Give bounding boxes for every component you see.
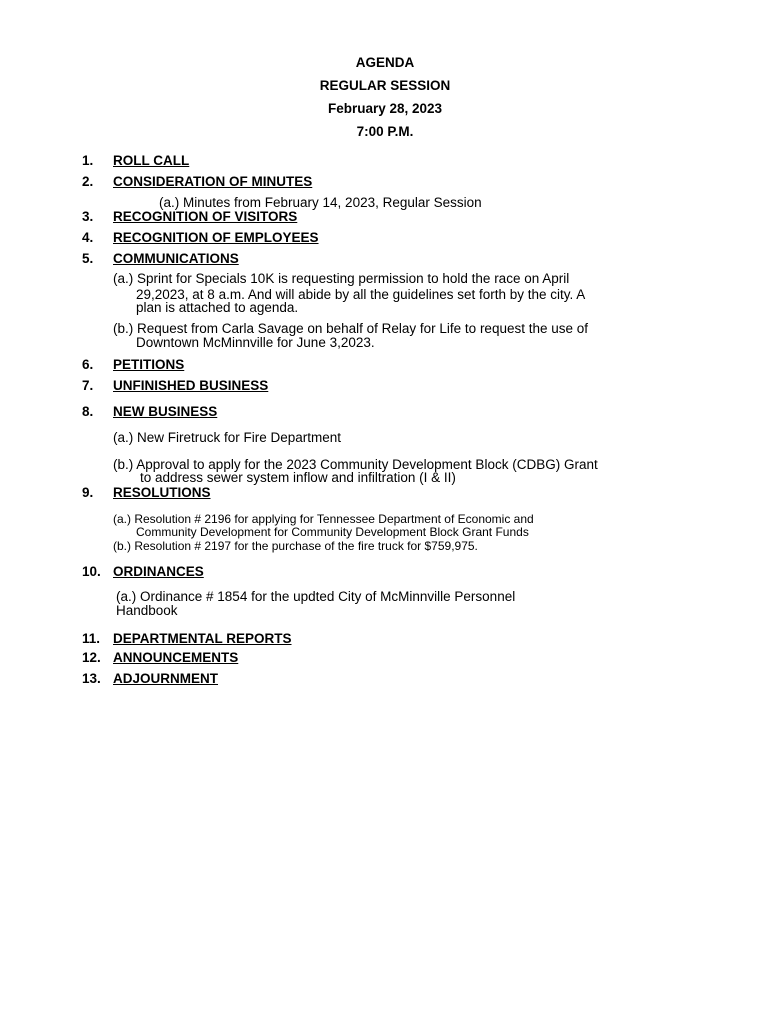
item-sub-text: to address sewer system inflow and infiltration (I & II) [140, 470, 456, 485]
item-sub-text: (b.) Resolution # 2197 for the purchase of the fire truck for $759,975. [113, 539, 478, 553]
item-number: 9. [82, 485, 94, 500]
item-number: 7. [82, 378, 94, 393]
item-title-visitors: RECOGNITION OF VISITORS [113, 209, 298, 224]
item-sub-text: plan is attached to agenda. [136, 300, 299, 315]
item-title-petitions: PETITIONS [113, 357, 185, 372]
item-title-minutes: CONSIDERATION OF MINUTES [113, 174, 313, 189]
item-sub-text: 29,2023, at 8 a.m. And will abide by all the guidelines set forth by the city. A [136, 287, 586, 302]
item-title-ordinances: ORDINANCES [113, 564, 204, 579]
item-title-resolutions: RESOLUTIONS [113, 485, 211, 500]
item-sub-text: (a.) New Firetruck for Fire Department [113, 430, 342, 445]
item-title-departmental-reports: DEPARTMENTAL REPORTS [113, 631, 292, 646]
item-title-employees: RECOGNITION OF EMPLOYEES [113, 230, 319, 245]
item-number: 1. [82, 153, 94, 168]
meeting-date: February 28, 2023 [327, 101, 443, 116]
item-title-adjournment: ADJOURNMENT [113, 671, 219, 686]
item-title-communications: COMMUNICATIONS [113, 251, 239, 266]
item-number: 13. [82, 671, 101, 686]
item-sub-text: Downtown McMinnville for June 3,2023. [136, 335, 375, 350]
session-label: REGULAR SESSION [319, 78, 451, 93]
item-sub-text: (a.) Resolution # 2196 for applying for Tennessee Department of Economic and [113, 512, 534, 526]
item-number: 8. [82, 404, 94, 419]
item-title-announcements: ANNOUNCEMENTS [113, 650, 239, 665]
item-number: 11. [82, 631, 101, 646]
item-sub-text: (a.) Ordinance # 1854 for the updted City of McMinnville Personnel [116, 589, 516, 604]
item-sub-text: (a.) Sprint for Specials 10K is requesting permission to hold the race on April [113, 271, 570, 286]
agenda-title: AGENDA [355, 55, 415, 70]
item-title-roll-call: ROLL CALL [113, 153, 190, 168]
item-number: 3. [82, 209, 94, 224]
item-number: 5. [82, 251, 94, 266]
item-sub-text: Handbook [116, 603, 178, 618]
item-number: 10. [82, 564, 101, 579]
item-number: 4. [82, 230, 94, 245]
meeting-time: 7:00 P.M. [356, 124, 414, 139]
item-title-unfinished-business: UNFINISHED BUSINESS [113, 378, 269, 393]
item-sub-text: (b.) Approval to apply for the 2023 Community Development Block (CDBG) Grant [113, 457, 598, 472]
item-sub-text: (a.) Minutes from February 14, 2023, Regular Session [159, 195, 482, 210]
item-number: 2. [82, 174, 94, 189]
item-title-new-business: NEW BUSINESS [113, 404, 218, 419]
item-sub-text: Community Development for Community Development Block Grant Funds [136, 525, 529, 539]
item-number: 6. [82, 357, 94, 372]
item-sub-text: (b.) Request from Carla Savage on behalf of Relay for Life to request the use of [113, 321, 589, 336]
item-number: 12. [82, 650, 101, 665]
